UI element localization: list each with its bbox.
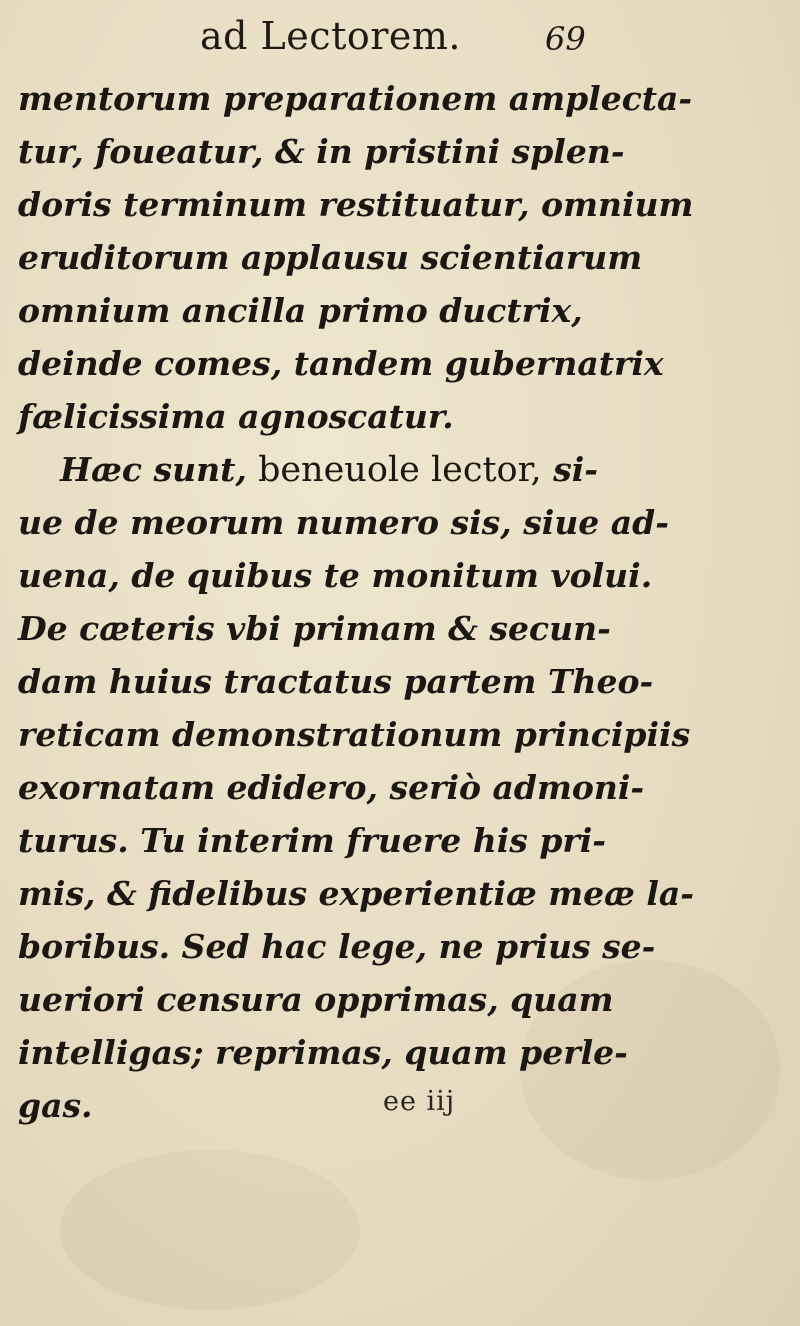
text-line: De cæteris vbi primam & secun- (18, 609, 611, 648)
text-line: reticam demonstrationum principiis (18, 715, 691, 754)
running-head: ad Lectorem. (200, 14, 461, 58)
text-line: mis, & fidelibus experientiæ meæ la- (18, 874, 694, 913)
text-line: turus. Tu interim fruere his pri- (18, 821, 607, 860)
text-line: ueriori censura opprimas, quam (18, 980, 614, 1019)
text-line: dam huius tractatus partem Theo- (18, 662, 654, 701)
italic-run: si- (541, 450, 598, 489)
text-line: doris terminum restituatur, omnium (18, 185, 694, 224)
text-line: eruditorum applausu scientiarum (18, 238, 643, 277)
text-line: tur, foueatur, & in pristini splen- (18, 132, 625, 171)
text-line: deinde comes, tandem gubernatrix (18, 344, 664, 383)
text-line: omnium ancilla primo ductrix, (18, 291, 583, 330)
text-line: ue de meorum numero sis, siue ad- (18, 503, 669, 542)
text-line: mentorum preparationem amplecta- (18, 79, 693, 118)
text-line: exornatam edidero, seriò admoni- (18, 768, 645, 807)
page-header (0, 14, 800, 64)
text-line: gas. (18, 1086, 93, 1125)
italic-run: Hæc sunt, (60, 450, 247, 489)
roman-run: beneuole lector, (246, 450, 542, 490)
text-line: uena, de quibus te monitum volui. (18, 556, 653, 595)
text-line: boribus. Sed hac lege, ne prius se- (18, 927, 656, 966)
paragraph-opening-line (18, 443, 604, 496)
page-number: 69 (545, 20, 586, 58)
paper-stain (60, 1150, 360, 1310)
signature-mark: ee iij (383, 1086, 456, 1117)
body-text (18, 72, 694, 1132)
text-line: fælicissima agnoscatur. (18, 397, 454, 436)
text-line: intelligas; reprimas, quam perle- (18, 1033, 628, 1072)
